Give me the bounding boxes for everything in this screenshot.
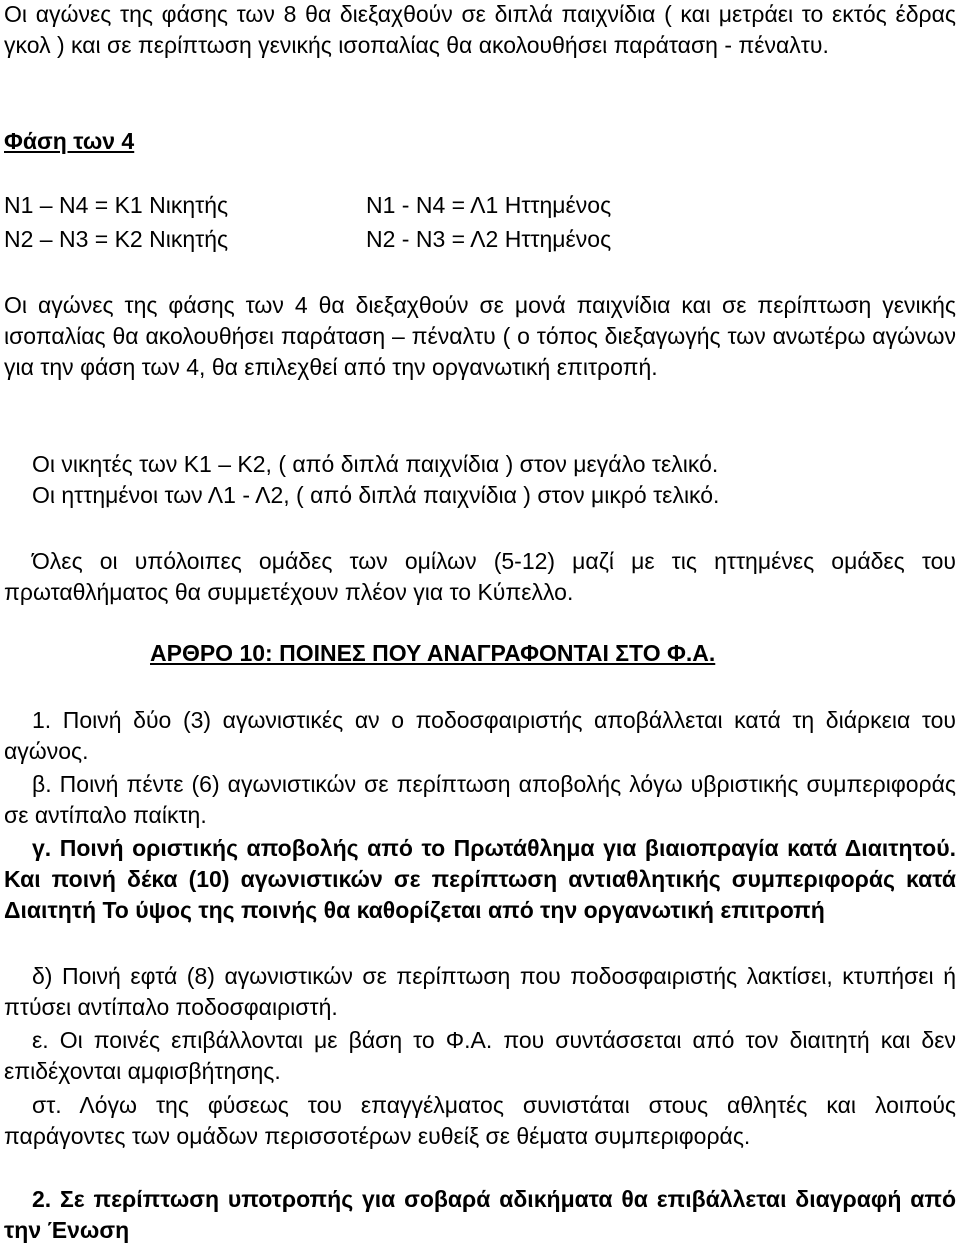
article-heading: ΑΡΘΡΟ 10: ΠΟΙΝΕΣ ΠΟΥ ΑΝΑΓΡΑΦΟΝΤΑΙ ΣΤΟ Φ.Α. xyxy=(150,640,716,666)
intro-paragraph: Οι αγώνες της φάσης των 8 θα διεξαχθούν σε διπλά παιχνίδια ( και μετράει το εκτός έδρας γκολ ) και σε περίπτωση γενικής ισοπαλίας θα ακολουθήσει παράταση - πέναλτυ. xyxy=(4,1,956,58)
penalty-item-b: β. Ποινή πέντε (6) αγωνιστικών σε περίπτωση αποβολής λόγω υβριστικής συμπεριφοράς σε αντίπαλο παίκτη. xyxy=(4,771,956,828)
penalty-item-st: στ. Λόγω της φύσεως του επαγγέλματος συνιστάται στους αθλητές και λοιπούς παράγοντες των ομάδων περισσοτέρων ευθείξ σε θέματα συμπεριφοράς. xyxy=(4,1092,956,1149)
small-final-line: Οι ηττημένοι των Λ1 - Λ2, ( από διπλά παιχνίδια ) στον μικρό τελικό. xyxy=(32,482,720,508)
penalty-item-1: 1. Ποινή δύο (3) αγωνιστικές αν ο ποδοσφαιριστής αποβάλλεται κατά τη διάρκεια του αγώνος. xyxy=(4,707,956,764)
penalty-item-e: ε. Οι ποινές επιβάλλονται με βάση το Φ.Α. που συντάσσεται από τον διαιτητή και δεν επιδέχονται αμφισβήτησης. xyxy=(4,1027,956,1084)
penalty-item-2: 2. Σε περίπτωση υποτροπής για σοβαρά αδικήματα θα επιβάλλεται διαγραφή από την Ένωση xyxy=(4,1186,956,1243)
phase-heading: Φάση των 4 xyxy=(4,128,135,154)
phase4-paragraph: Οι αγώνες της φάσης των 4 θα διεξαχθούν σε μονά παιχνίδια και σε περίπτωση γενικής ισοπαλίας θα ακολουθήσει παράταση – πέναλτυ ( ο τόπος διεξαγωγής των ανωτέρω αγώνων για την φάση των 4, θα επιλεχθεί από την οργανωτική επιτροπή. xyxy=(4,292,956,380)
cup-paragraph: Όλες οι υπόλοιπες ομάδες των ομίλων (5-12) μαζί με τις ηττημένες ομάδες του πρωταθλήματος θα συμμετέχουν πλέον για το Κύπελλο. xyxy=(4,548,956,605)
match-row xyxy=(4,190,904,224)
match-winner: Ν2 – Ν3 = Κ2 Νικητής xyxy=(4,226,229,252)
penalty-item-g: γ. Ποινή οριστικής αποβολής από το Πρωτάθλημα για βιαιοπραγία κατά Διαιτητού. Και ποινή δέκα (10) αγωνιστικών σε περίπτωση αντιαθλητικής συμπεριφοράς κατά Διαιτητή Το ύψος της ποινής θα καθορίζεται από την οργανωτική επιτροπή xyxy=(4,835,956,923)
big-final-line: Οι νικητές των Κ1 – Κ2, ( από διπλά παιχνίδια ) στον μεγάλο τελικό. xyxy=(32,451,719,477)
match-winner: Ν1 – Ν4 = Κ1 Νικητής xyxy=(4,192,229,218)
match-row xyxy=(4,224,904,258)
match-loser: Ν1 - Ν4 = Λ1 Ηττημένος xyxy=(366,192,612,218)
penalty-item-d: δ) Ποινή εφτά (8) αγωνιστικών σε περίπτωση που ποδοσφαιριστής λακτίσει, κτυπήσει ή πτύσει αντίπαλο ποδοσφαιριστή. xyxy=(4,963,956,1020)
matches-table xyxy=(4,190,904,258)
match-loser: Ν2 - Ν3 = Λ2 Ηττημένος xyxy=(366,226,612,252)
